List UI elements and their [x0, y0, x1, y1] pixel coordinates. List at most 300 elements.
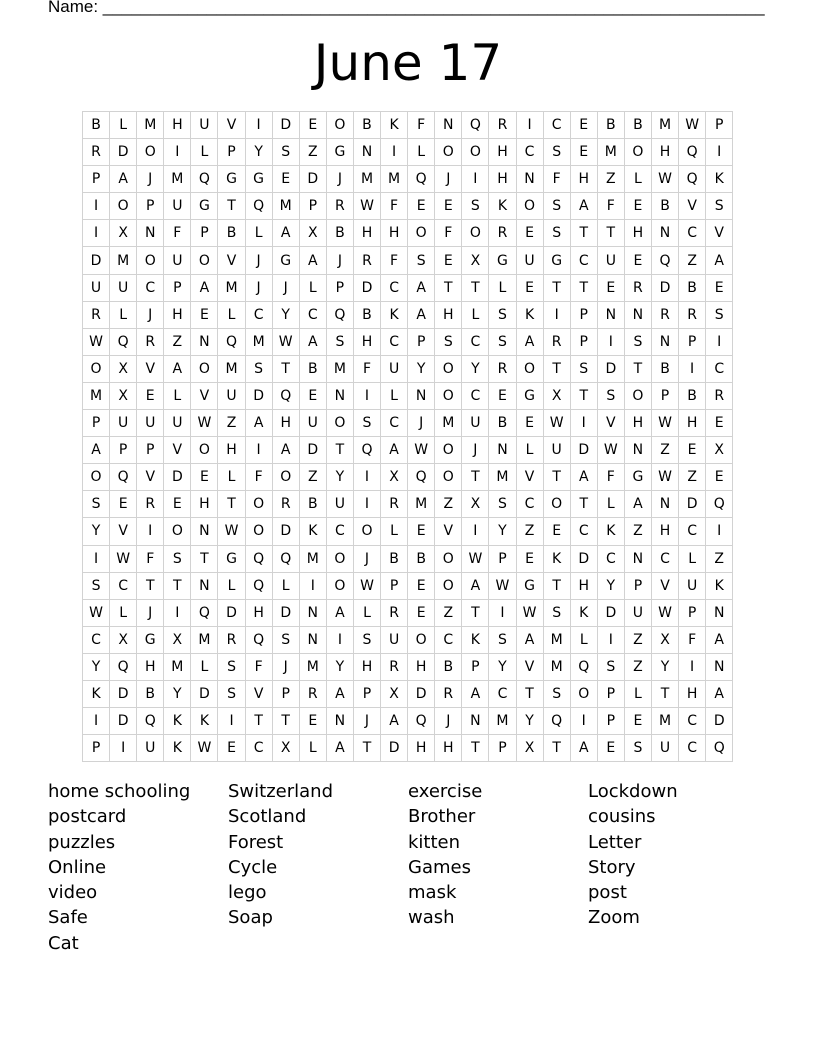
grid-cell: U [543, 437, 570, 464]
grid-row [83, 410, 733, 437]
grid-cell: H [408, 735, 435, 762]
grid-cell: C [543, 112, 570, 139]
grid-cell: E [272, 166, 299, 193]
word-list-item: Brother [408, 806, 476, 828]
grid-cell: H [679, 410, 706, 437]
grid-cell: L [110, 301, 137, 328]
grid-cell: H [651, 139, 678, 166]
grid-cell: T [570, 220, 597, 247]
grid-cell: J [272, 653, 299, 680]
grid-cell: E [706, 464, 733, 491]
grid-cell: L [218, 572, 245, 599]
grid-cell: B [299, 491, 326, 518]
grid-cell: E [218, 735, 245, 762]
grid-cell: V [245, 680, 272, 707]
grid-cell: P [137, 193, 164, 220]
grid-cell: G [624, 464, 651, 491]
grid-cell: R [543, 328, 570, 355]
grid-cell: M [137, 112, 164, 139]
grid-cell: J [245, 247, 272, 274]
grid-cell: Q [353, 437, 380, 464]
grid-cell: I [83, 708, 110, 735]
grid-cell: S [272, 139, 299, 166]
grid-cell: E [679, 437, 706, 464]
grid-cell: M [381, 166, 408, 193]
grid-cell: G [218, 545, 245, 572]
grid-cell: P [191, 220, 218, 247]
grid-cell: C [381, 274, 408, 301]
grid-cell: N [435, 112, 462, 139]
grid-cell: A [462, 680, 489, 707]
grid-cell: C [651, 545, 678, 572]
grid-cell: S [706, 301, 733, 328]
grid-cell: L [110, 112, 137, 139]
grid-cell: A [381, 437, 408, 464]
grid-cell: H [570, 572, 597, 599]
grid-cell: I [706, 518, 733, 545]
grid-cell: K [381, 112, 408, 139]
grid-cell: M [543, 653, 570, 680]
grid-cell: Y [408, 355, 435, 382]
grid-cell: D [272, 599, 299, 626]
grid-cell: U [218, 382, 245, 409]
grid-cell: N [462, 708, 489, 735]
grid-cell: I [83, 193, 110, 220]
grid-cell: X [543, 382, 570, 409]
page-title: June 17 [313, 34, 503, 92]
grid-cell: A [624, 491, 651, 518]
grid-cell: U [679, 572, 706, 599]
grid-cell: A [570, 193, 597, 220]
grid-cell: K [543, 545, 570, 572]
grid-cell: A [191, 274, 218, 301]
word-list-item: Letter [588, 831, 642, 853]
grid-cell: Y [597, 572, 624, 599]
grid-cell: P [353, 680, 380, 707]
word-list-item: Safe [48, 907, 88, 929]
grid-cell: E [516, 545, 543, 572]
grid-cell: L [110, 599, 137, 626]
word-list-item: postcard [48, 806, 127, 828]
grid-cell: D [651, 274, 678, 301]
grid-cell: Q [679, 166, 706, 193]
grid-cell: Q [408, 166, 435, 193]
grid-cell: I [462, 518, 489, 545]
grid-cell: C [326, 518, 353, 545]
grid-cell: A [110, 166, 137, 193]
grid-cell: S [706, 193, 733, 220]
grid-cell: B [651, 193, 678, 220]
grid-cell: X [462, 491, 489, 518]
grid-cell: X [299, 220, 326, 247]
grid-cell: N [597, 301, 624, 328]
grid-cell: P [137, 437, 164, 464]
grid-cell: Z [706, 545, 733, 572]
grid-cell: O [137, 247, 164, 274]
grid-cell: D [110, 680, 137, 707]
grid-cell: B [679, 274, 706, 301]
grid-cell: Y [489, 653, 516, 680]
grid-cell: U [624, 599, 651, 626]
grid-cell: I [516, 112, 543, 139]
grid-row [83, 193, 733, 220]
grid-row [83, 491, 733, 518]
grid-cell: C [462, 328, 489, 355]
grid-cell: X [516, 735, 543, 762]
grid-cell: Z [597, 166, 624, 193]
grid-cell: C [679, 220, 706, 247]
grid-cell: P [83, 410, 110, 437]
grid-cell: C [381, 328, 408, 355]
grid-cell: L [272, 572, 299, 599]
grid-cell: G [137, 626, 164, 653]
grid-cell: U [191, 112, 218, 139]
grid-cell: X [110, 382, 137, 409]
grid-cell: M [408, 491, 435, 518]
grid-cell: C [462, 382, 489, 409]
grid-cell: F [435, 220, 462, 247]
grid-cell: S [164, 545, 191, 572]
grid-cell: L [570, 626, 597, 653]
grid-row [83, 572, 733, 599]
grid-cell: X [381, 680, 408, 707]
grid-cell: B [381, 545, 408, 572]
grid-cell: C [597, 545, 624, 572]
grid-cell: I [570, 708, 597, 735]
grid-cell: O [191, 247, 218, 274]
grid-cell: S [543, 193, 570, 220]
word-list-item: Cat [48, 932, 79, 954]
grid-cell: W [353, 572, 380, 599]
grid-cell: E [435, 247, 462, 274]
grid-cell: N [489, 437, 516, 464]
grid-cell: Q [245, 626, 272, 653]
grid-cell: O [435, 355, 462, 382]
grid-cell: J [353, 545, 380, 572]
grid-cell: L [489, 274, 516, 301]
grid-cell: U [110, 410, 137, 437]
grid-cell: F [408, 112, 435, 139]
grid-cell: E [706, 274, 733, 301]
grid-cell: E [299, 382, 326, 409]
grid-cell: S [408, 247, 435, 274]
grid-cell: A [299, 328, 326, 355]
grid-cell: D [570, 545, 597, 572]
grid-cell: X [272, 735, 299, 762]
grid-cell: V [516, 464, 543, 491]
grid-cell: B [83, 112, 110, 139]
grid-cell: E [624, 708, 651, 735]
grid-cell: H [435, 301, 462, 328]
grid-cell: K [164, 708, 191, 735]
grid-cell: O [435, 572, 462, 599]
grid-cell: T [164, 572, 191, 599]
grid-cell: R [353, 247, 380, 274]
grid-cell: O [272, 464, 299, 491]
grid-cell: T [543, 355, 570, 382]
grid-cell: M [164, 166, 191, 193]
grid-cell: E [570, 112, 597, 139]
word-list-item: Zoom [588, 907, 640, 929]
grid-cell: W [218, 518, 245, 545]
grid-cell: W [543, 410, 570, 437]
grid-cell: V [164, 437, 191, 464]
grid-cell: A [83, 437, 110, 464]
grid-cell: T [435, 274, 462, 301]
grid-cell: O [83, 464, 110, 491]
grid-cell: O [326, 572, 353, 599]
grid-cell: K [164, 735, 191, 762]
grid-cell: Q [245, 572, 272, 599]
grid-cell: E [516, 410, 543, 437]
grid-cell: T [272, 355, 299, 382]
grid-cell: I [326, 626, 353, 653]
grid-cell: V [679, 193, 706, 220]
grid-cell: K [597, 518, 624, 545]
grid-cell: H [570, 166, 597, 193]
grid-row [83, 220, 733, 247]
word-list-item: Soap [228, 907, 273, 929]
grid-cell: T [218, 193, 245, 220]
grid-cell: T [570, 274, 597, 301]
grid-cell: H [408, 653, 435, 680]
grid-cell: D [706, 708, 733, 735]
grid-cell: F [597, 193, 624, 220]
grid-cell: Z [624, 518, 651, 545]
grid-row [83, 382, 733, 409]
grid-cell: H [489, 166, 516, 193]
grid-cell: L [191, 653, 218, 680]
grid-cell: J [462, 437, 489, 464]
grid-cell: K [706, 572, 733, 599]
grid-cell: M [164, 653, 191, 680]
grid-cell: I [83, 545, 110, 572]
grid-cell: L [353, 599, 380, 626]
grid-cell: L [597, 491, 624, 518]
grid-cell: M [597, 139, 624, 166]
grid-cell: F [597, 464, 624, 491]
grid-cell: S [570, 355, 597, 382]
grid-cell: Q [706, 491, 733, 518]
grid-cell: X [110, 626, 137, 653]
word-list-item: home schooling [48, 781, 191, 802]
grid-cell: P [679, 599, 706, 626]
grid-row [83, 437, 733, 464]
grid-cell: L [191, 139, 218, 166]
grid-cell: S [597, 653, 624, 680]
grid-cell: B [624, 112, 651, 139]
grid-cell: M [543, 626, 570, 653]
grid-cell: N [706, 653, 733, 680]
grid-cell: T [543, 464, 570, 491]
grid-cell: T [191, 545, 218, 572]
grid-cell: K [191, 708, 218, 735]
grid-cell: V [218, 112, 245, 139]
grid-cell: W [489, 572, 516, 599]
grid-cell: E [597, 735, 624, 762]
grid-cell: O [435, 545, 462, 572]
grid-cell: D [245, 382, 272, 409]
grid-cell: O [326, 112, 353, 139]
grid-cell: V [218, 247, 245, 274]
grid-cell: A [381, 708, 408, 735]
grid-cell: S [489, 328, 516, 355]
grid-cell: C [299, 301, 326, 328]
grid-cell: A [706, 247, 733, 274]
grid-cell: C [381, 410, 408, 437]
word-list-item: puzzles [48, 831, 116, 853]
grid-cell: Q [679, 139, 706, 166]
grid-cell: O [462, 220, 489, 247]
grid-cell: S [83, 572, 110, 599]
grid-cell: D [597, 355, 624, 382]
grid-cell: M [191, 626, 218, 653]
grid-cell: E [435, 193, 462, 220]
grid-cell: I [706, 139, 733, 166]
grid-cell: L [516, 437, 543, 464]
grid-cell: V [516, 653, 543, 680]
grid-cell: I [597, 626, 624, 653]
grid-cell: P [164, 274, 191, 301]
grid-cell: I [245, 112, 272, 139]
grid-cell: D [110, 139, 137, 166]
grid-cell: P [624, 572, 651, 599]
grid-cell: S [489, 626, 516, 653]
grid-cell: N [706, 599, 733, 626]
grid-cell: D [299, 437, 326, 464]
grid-cell: R [706, 382, 733, 409]
grid-cell: A [245, 410, 272, 437]
grid-cell: I [245, 437, 272, 464]
grid-cell: U [326, 491, 353, 518]
grid-cell: K [381, 301, 408, 328]
word-list-item: exercise [408, 781, 483, 802]
grid-cell: I [679, 355, 706, 382]
grid-cell: K [462, 626, 489, 653]
grid-cell: E [624, 193, 651, 220]
grid-cell: O [164, 518, 191, 545]
grid-cell: P [489, 545, 516, 572]
grid-cell: U [137, 735, 164, 762]
grid-cell: J [137, 599, 164, 626]
grid-cell: H [272, 410, 299, 437]
grid-cell: M [299, 545, 326, 572]
grid-cell: B [597, 112, 624, 139]
grid-cell: S [272, 626, 299, 653]
grid-cell: Y [326, 464, 353, 491]
grid-cell: W [110, 545, 137, 572]
grid-cell: X [110, 220, 137, 247]
grid-cell: A [326, 735, 353, 762]
grid-cell: X [706, 437, 733, 464]
grid-cell: A [272, 220, 299, 247]
grid-cell: E [408, 518, 435, 545]
grid-cell: I [489, 599, 516, 626]
grid-cell: I [218, 708, 245, 735]
grid-cell: T [218, 491, 245, 518]
grid-cell: C [570, 518, 597, 545]
grid-cell: B [137, 680, 164, 707]
grid-cell: Q [218, 328, 245, 355]
grid-cell: O [137, 139, 164, 166]
grid-cell: E [408, 572, 435, 599]
grid-cell: C [516, 139, 543, 166]
word-list-item: Online [48, 856, 107, 878]
grid-cell: P [110, 437, 137, 464]
word-list [48, 779, 768, 956]
grid-cell: R [83, 139, 110, 166]
grid-cell: S [543, 139, 570, 166]
grid-cell: U [164, 410, 191, 437]
grid-cell: G [543, 247, 570, 274]
grid-cell: P [570, 301, 597, 328]
grid-cell: P [570, 328, 597, 355]
grid-cell: L [381, 518, 408, 545]
grid-cell: P [83, 166, 110, 193]
grid-cell: Q [570, 653, 597, 680]
grid-cell: S [326, 328, 353, 355]
grid-row [83, 464, 733, 491]
grid-cell: I [299, 572, 326, 599]
word-list-item: wash [408, 907, 455, 929]
grid-cell: O [516, 193, 543, 220]
grid-cell: N [299, 626, 326, 653]
grid-cell: T [543, 572, 570, 599]
grid-cell: M [435, 410, 462, 437]
grid-cell: Q [191, 599, 218, 626]
grid-cell: C [679, 708, 706, 735]
grid-cell: G [489, 247, 516, 274]
grid-cell: X [110, 355, 137, 382]
grid-cell: M [218, 274, 245, 301]
grid-cell: M [245, 328, 272, 355]
grid-cell: Z [679, 247, 706, 274]
grid-cell: F [381, 247, 408, 274]
grid-cell: O [353, 518, 380, 545]
grid-cell: M [218, 355, 245, 382]
grid-cell: I [83, 220, 110, 247]
grid-cell: Q [137, 708, 164, 735]
grid-row [83, 328, 733, 355]
grid-cell: Z [299, 464, 326, 491]
grid-cell: J [326, 247, 353, 274]
grid-cell: L [164, 382, 191, 409]
grid-cell: S [218, 653, 245, 680]
grid-cell: H [489, 139, 516, 166]
grid-cell: F [353, 355, 380, 382]
grid-cell: N [191, 518, 218, 545]
grid-cell: H [218, 437, 245, 464]
grid-cell: T [543, 274, 570, 301]
grid-cell: O [408, 220, 435, 247]
grid-cell: L [408, 139, 435, 166]
grid-cell: B [353, 112, 380, 139]
grid-cell: I [597, 328, 624, 355]
grid-cell: P [706, 112, 733, 139]
grid-cell: R [435, 680, 462, 707]
grid-cell: D [299, 166, 326, 193]
grid-cell: H [137, 653, 164, 680]
grid-cell: H [164, 301, 191, 328]
grid-cell: S [624, 735, 651, 762]
grid-cell: O [570, 680, 597, 707]
grid-cell: R [83, 301, 110, 328]
grid-cell: S [543, 599, 570, 626]
grid-cell: R [381, 653, 408, 680]
grid-cell: A [516, 328, 543, 355]
grid-cell: L [299, 274, 326, 301]
grid-cell: E [137, 382, 164, 409]
